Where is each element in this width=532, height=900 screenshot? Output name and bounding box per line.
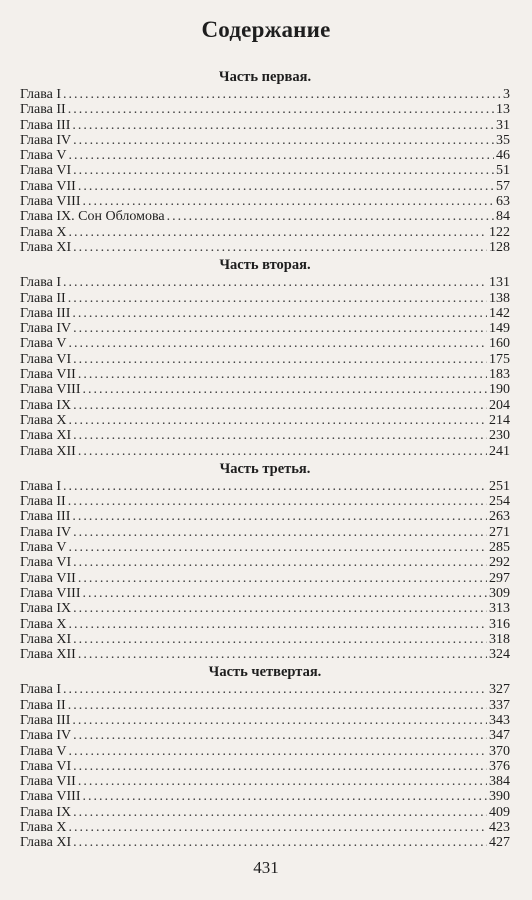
toc-entry <box>20 163 510 178</box>
dot-leader <box>73 163 494 178</box>
chapter-page-number: 309 <box>489 585 510 601</box>
dot-leader <box>78 179 494 194</box>
chapter-label: Глава IX. Сон Обломова <box>20 209 165 225</box>
dot-leader <box>69 820 488 835</box>
dot-leader <box>72 306 487 321</box>
dot-leader <box>69 225 488 240</box>
dot-leader <box>78 571 487 586</box>
chapter-label: Глава VIII <box>20 789 81 805</box>
chapter-label: Глава I <box>20 275 62 291</box>
chapter-label: Глава III <box>20 305 71 321</box>
chapter-page-number: 337 <box>489 697 510 713</box>
dot-leader <box>63 479 487 494</box>
dot-leader <box>78 774 487 789</box>
chapter-page-number: 390 <box>489 789 510 805</box>
chapter-label: Глава X <box>20 412 67 428</box>
chapter-label: Глава VII <box>20 367 76 383</box>
chapter-page-number: 31 <box>496 117 510 133</box>
toc-entry <box>20 479 510 494</box>
chapter-label: Глава X <box>20 224 67 240</box>
chapter-label: Глава IV <box>20 132 72 148</box>
chapter-page-number: 251 <box>489 478 510 494</box>
toc-entry <box>20 713 510 728</box>
chapter-label: Глава IV <box>20 524 72 540</box>
dot-leader <box>63 87 501 102</box>
dot-leader <box>72 509 487 524</box>
toc-entry <box>20 759 510 774</box>
dot-leader <box>73 525 487 540</box>
dot-leader <box>73 601 487 616</box>
chapter-page-number: 35 <box>496 132 510 148</box>
chapter-page-number: 409 <box>489 804 510 820</box>
chapter-label: Глава X <box>20 616 67 632</box>
chapter-page-number: 149 <box>489 321 510 337</box>
chapter-page-number: 57 <box>496 178 510 194</box>
chapter-label: Глава VIII <box>20 194 81 210</box>
chapter-page-number: 241 <box>489 443 510 459</box>
toc-entry <box>20 820 510 835</box>
toc-entry <box>20 555 510 570</box>
toc-entry <box>20 540 510 555</box>
chapter-page-number: 423 <box>489 820 510 836</box>
dot-leader <box>68 494 487 509</box>
toc-entry <box>20 352 510 367</box>
toc-entry <box>20 571 510 586</box>
chapter-label: Глава VII <box>20 178 76 194</box>
dot-leader <box>78 367 487 382</box>
chapter-label: Глава III <box>20 712 71 728</box>
chapter-page-number: 230 <box>489 428 510 444</box>
dot-leader <box>73 240 487 255</box>
dot-leader <box>167 209 494 224</box>
chapter-page-number: 122 <box>489 224 510 240</box>
chapter-page-number: 343 <box>489 712 510 728</box>
toc-entry <box>20 428 510 443</box>
toc-entry <box>20 133 510 148</box>
dot-leader <box>73 133 494 148</box>
chapter-label: Глава VI <box>20 758 72 774</box>
chapter-label: Глава XI <box>20 835 72 851</box>
toc-entry <box>20 728 510 743</box>
toc-entry <box>20 209 510 224</box>
dot-leader <box>73 352 487 367</box>
toc-entry <box>20 698 510 713</box>
chapter-page-number: 427 <box>489 835 510 851</box>
chapter-label: Глава XII <box>20 443 76 459</box>
part-heading: Часть первая. <box>218 69 312 85</box>
chapter-page-number: 175 <box>489 351 510 367</box>
toc-entry <box>20 632 510 647</box>
toc-entry <box>20 336 510 351</box>
chapter-label: Глава I <box>20 682 62 698</box>
toc-entry <box>20 382 510 397</box>
dot-leader <box>69 413 488 428</box>
chapter-page-number: 138 <box>489 290 510 306</box>
toc-entry <box>20 525 510 540</box>
toc-entry <box>20 494 510 509</box>
chapter-label: Глава II <box>20 290 66 306</box>
chapter-label: Глава III <box>20 117 71 133</box>
toc-entry <box>20 601 510 616</box>
toc-entry <box>20 744 510 759</box>
toc-entry <box>20 509 510 524</box>
toc-entry <box>20 367 510 382</box>
toc-entry <box>20 835 510 850</box>
chapter-page-number: 376 <box>489 758 510 774</box>
toc-entry <box>20 118 510 133</box>
part-heading: Часть вторая. <box>219 257 311 274</box>
toc-entry <box>20 87 510 102</box>
dot-leader <box>69 617 488 632</box>
chapter-label: Глава VII <box>20 774 76 790</box>
chapter-page-number: 254 <box>489 494 510 510</box>
chapter-label: Глава V <box>20 336 67 352</box>
dot-leader <box>73 759 487 774</box>
toc-entry <box>20 682 510 697</box>
chapter-label: Глава IX <box>20 601 72 617</box>
chapter-label: Глава I <box>20 478 62 494</box>
dot-leader <box>69 336 488 351</box>
chapter-page-number: 131 <box>489 275 510 291</box>
chapter-page-number: 370 <box>489 743 510 759</box>
chapter-label: Глава X <box>20 820 67 836</box>
chapter-page-number: 297 <box>489 570 510 586</box>
chapter-page-number: 271 <box>489 524 510 540</box>
page-number: 431 <box>253 858 279 877</box>
chapter-page-number: 3 <box>503 87 510 102</box>
chapter-label: Глава VI <box>20 163 72 179</box>
chapter-label: Глава XI <box>20 239 72 255</box>
chapter-page-number: 324 <box>489 647 510 663</box>
chapter-label: Глава XII <box>20 647 76 663</box>
toc-entry <box>20 148 510 163</box>
chapter-page-number: 292 <box>489 555 510 571</box>
dot-leader <box>69 148 495 163</box>
chapter-page-number: 263 <box>489 509 510 525</box>
chapter-label: Глава IX <box>20 804 72 820</box>
chapter-label: Глава V <box>20 148 67 164</box>
chapter-label: Глава VIII <box>20 382 81 398</box>
chapter-label: Глава V <box>20 743 67 759</box>
dot-leader <box>78 647 487 662</box>
dot-leader <box>68 291 487 306</box>
chapter-page-number: 313 <box>489 601 510 617</box>
chapter-page-number: 316 <box>489 616 510 632</box>
chapter-page-number: 285 <box>489 540 510 556</box>
dot-leader <box>68 102 494 117</box>
dot-leader <box>73 728 487 743</box>
dot-leader <box>82 586 487 601</box>
dot-leader <box>69 540 488 555</box>
chapter-page-number: 46 <box>496 148 510 164</box>
dot-leader <box>63 682 487 697</box>
dot-leader <box>63 275 487 290</box>
dot-leader <box>82 789 487 804</box>
dot-leader <box>73 428 487 443</box>
toc-entry <box>20 194 510 209</box>
part-heading: Часть третья. <box>219 460 311 477</box>
dot-leader <box>82 382 487 397</box>
dot-leader <box>68 698 487 713</box>
dot-leader <box>73 835 487 850</box>
dot-leader <box>82 194 494 209</box>
dot-leader <box>69 744 488 759</box>
dot-leader <box>72 713 487 728</box>
chapter-page-number: 160 <box>489 336 510 352</box>
chapter-page-number: 347 <box>489 728 510 744</box>
chapter-page-number: 214 <box>489 412 510 428</box>
toc-entry <box>20 647 510 662</box>
dot-leader <box>73 632 487 647</box>
dot-leader <box>72 118 494 133</box>
chapter-label: Глава XI <box>20 631 72 647</box>
chapter-page-number: 204 <box>489 397 510 413</box>
part-heading: Часть четвертая. <box>208 664 322 681</box>
chapter-label: Глава IV <box>20 728 72 744</box>
toc-entry <box>20 805 510 820</box>
chapter-label: Глава II <box>20 697 66 713</box>
chapter-label: Глава VI <box>20 351 72 367</box>
chapter-label: Глава VII <box>20 570 76 586</box>
chapter-page-number: 183 <box>489 367 510 383</box>
toc-entry <box>20 306 510 321</box>
chapter-page-number: 190 <box>489 382 510 398</box>
toc-entry <box>20 789 510 804</box>
chapter-label: Глава VIII <box>20 585 81 601</box>
toc-entry <box>20 398 510 413</box>
toc-entry <box>20 102 510 117</box>
toc-entry <box>20 444 510 459</box>
toc-entry <box>20 179 510 194</box>
chapter-page-number: 51 <box>496 163 510 179</box>
dot-leader <box>73 321 487 336</box>
dot-leader <box>78 444 487 459</box>
chapter-page-number: 327 <box>489 682 510 698</box>
table-of-contents <box>20 67 510 851</box>
toc-entry <box>20 774 510 789</box>
toc-entry <box>20 586 510 601</box>
chapter-label: Глава I <box>20 87 62 102</box>
toc-entry <box>20 413 510 428</box>
chapter-page-number: 384 <box>489 774 510 790</box>
chapter-page-number: 128 <box>489 239 510 255</box>
chapter-page-number: 84 <box>496 209 510 225</box>
toc-entry <box>20 291 510 306</box>
chapter-label: Глава VI <box>20 555 72 571</box>
chapter-page-number: 63 <box>496 194 510 210</box>
toc-entry <box>20 275 510 290</box>
toc-entry <box>20 321 510 336</box>
toc-entry <box>20 225 510 240</box>
page-title: Содержание <box>201 17 331 42</box>
chapter-label: Глава III <box>20 509 71 525</box>
chapter-label: Глава II <box>20 102 66 118</box>
chapter-label: Глава XI <box>20 428 72 444</box>
dot-leader <box>73 805 487 820</box>
dot-leader <box>73 555 487 570</box>
chapter-label: Глава II <box>20 494 66 510</box>
chapter-label: Глава IX <box>20 397 72 413</box>
chapter-label: Глава V <box>20 540 67 556</box>
toc-entry <box>20 617 510 632</box>
dot-leader <box>73 398 487 413</box>
toc-entry <box>20 240 510 255</box>
chapter-page-number: 13 <box>496 102 510 118</box>
chapter-page-number: 142 <box>489 305 510 321</box>
chapter-label: Глава IV <box>20 321 72 337</box>
chapter-page-number: 318 <box>489 631 510 647</box>
